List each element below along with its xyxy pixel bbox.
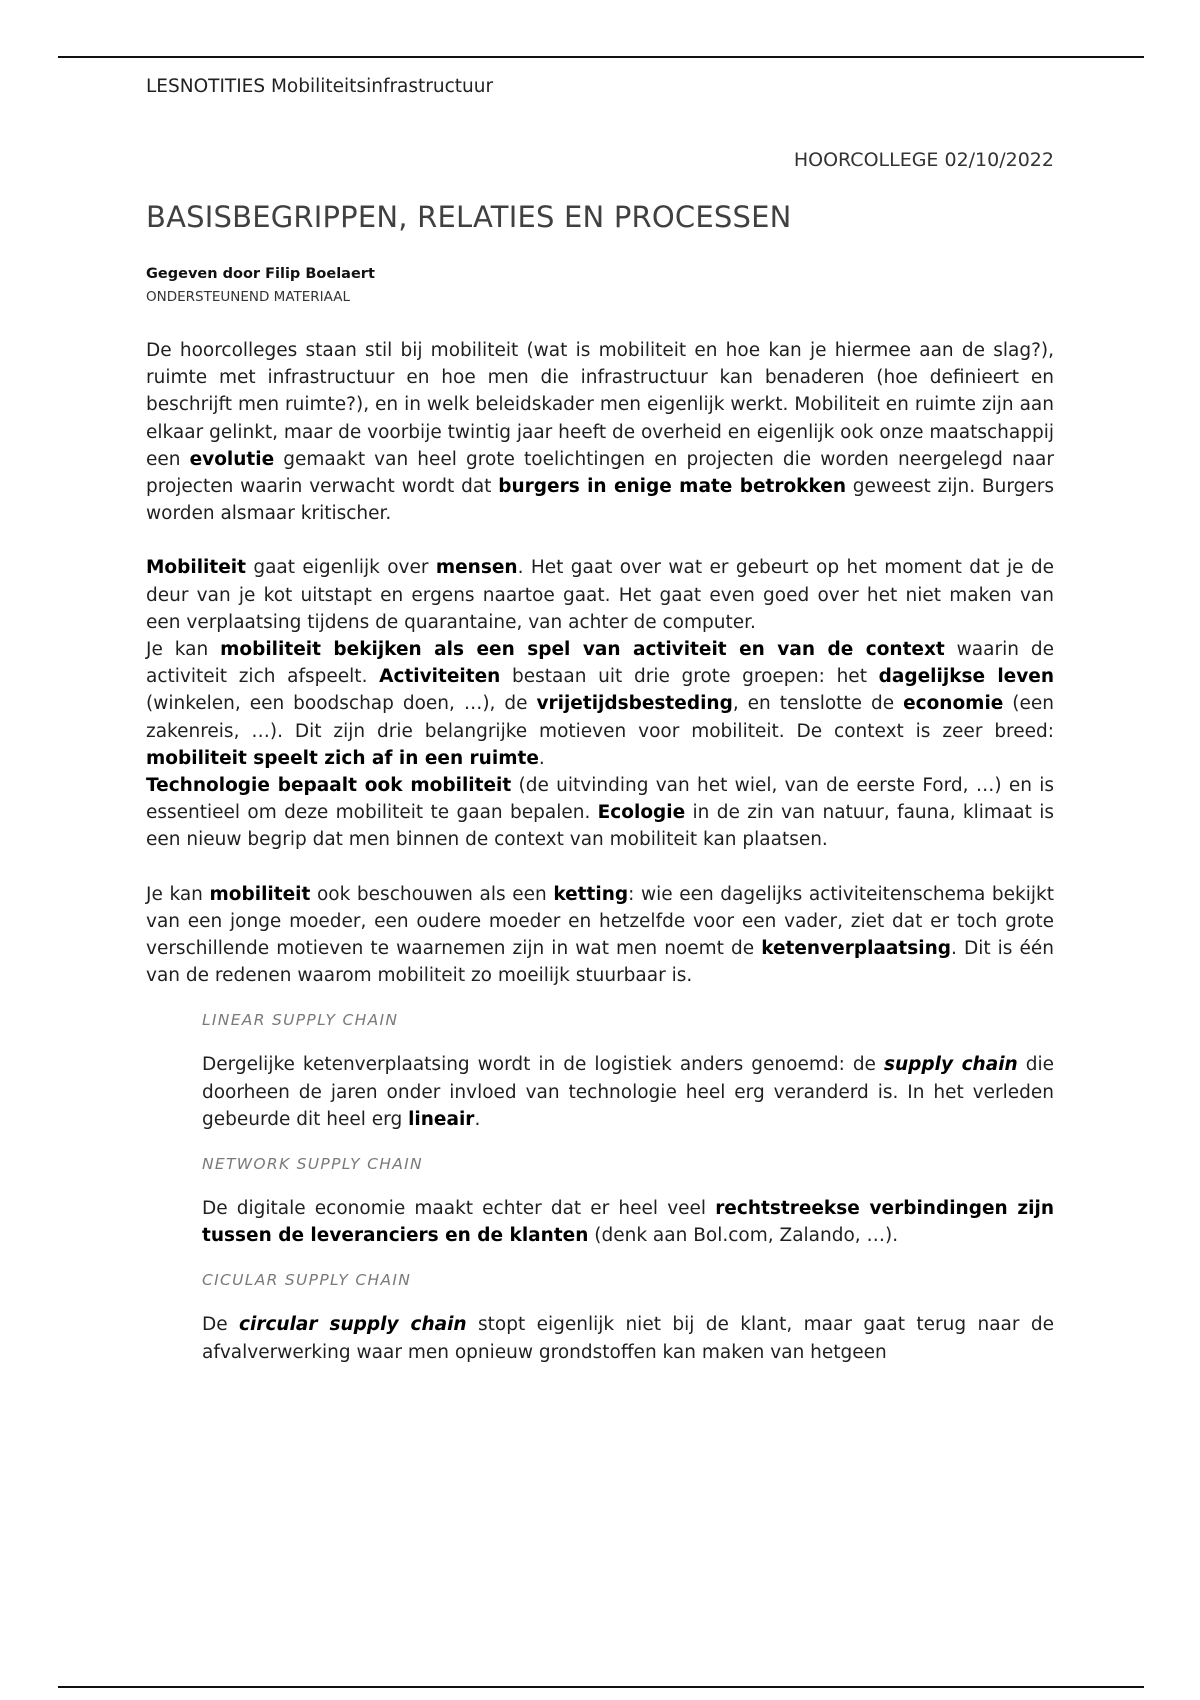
section-heading: LINEAR SUPPLY CHAIN bbox=[202, 1011, 399, 1030]
paragraph-technology: Technologie bepaalt ook mobiliteit (de uitvinding van het wiel, van de eerste Ford, …) en is essentieel om deze mobiliteit te gaan bepalen. Ecologie in de zin van natuur, fauna, klimaat is een nieuw begrip dat men binnen de context van mobiliteit kan plaatsen. bbox=[146, 775, 1055, 851]
paragraph-gap bbox=[146, 527, 1054, 554]
paragraph-gap bbox=[146, 854, 1054, 881]
support-label: ONDERSTEUNEND MATERIAAL bbox=[146, 289, 351, 305]
section-heading: NETWORK SUPPLY CHAIN bbox=[202, 1155, 423, 1174]
bottom-rule bbox=[58, 1686, 1144, 1688]
paragraph-intro: De hoorcolleges staan stil bij mobiliteit (wat is mobiliteit en hoe kan je hiermee aan de slag?), ruimte met infrastructuur en hoe men die infrastructuur kan benaderen (hoe definieert en beschrijft men ruimte?), en in welk beleidskader men eigenlijk werkt. Mobiliteit en ruimte zijn aan elkaar gelinkt, maar de voorbije twintig jaar heeft de overheid en eigenlijk ook onze maatschappij een evolutie gemaakt van heel grote toelichtingen en projecten die worden neergelegd naar projecten waarin verwacht wordt dat burgers in enige mate betrokken geweest zijn. Burgers worden alsmaar kritischer. bbox=[146, 340, 1055, 525]
section-text: De circular supply chain stopt eigenlijk niet bij de klant, maar gaat terug naar de afvalverwerking waar men opnieuw grondstoffen kan maken van hetgeen bbox=[202, 1314, 1054, 1363]
section-circular-supply-chain bbox=[202, 1271, 1054, 1365]
paragraph-chain: Je kan mobiliteit ook beschouwen als een ketting: wie een dagelijks activiteitenschema bekijkt van een jonge moeder, een oudere moeder en hetzelfde voor een vader, ziet dat er toch grote verschillende motieven te waarnemen zijn in wat men noemt de ketenverplaatsing. Dit is één van de redenen waarom mobiliteit zo moeilijk stuurbaar is. bbox=[146, 883, 1054, 987]
paragraph-activity-context: Je kan mobiliteit bekijken als een spel van activiteit en van de context waarin de activiteit zich afspeelt. Activiteiten bestaan uit drie grote groepen: het dagelijkse leven (winkelen, een boodschap doen, …), de vrijetijdsbesteding, en tenslotte de economie (een zakenreis, …). Dit zijn drie belangrijke motieven voor mobiliteit. De context is zeer breed: mobiliteit speelt zich af in een ruimte. bbox=[146, 639, 1054, 769]
section-network-supply-chain bbox=[202, 1155, 1054, 1249]
page-title: BASISBEGRIPPEN, RELATIES EN PROCESSEN bbox=[146, 200, 792, 234]
section-text: De digitale economie maakt echter dat er heel veel rechtstreekse verbindingen zijn tussen de leveranciers en de klanten (denk aan Bol.com, Zalando, …). bbox=[202, 1198, 1054, 1247]
section-heading: CICULAR SUPPLY CHAIN bbox=[202, 1271, 412, 1290]
top-rule bbox=[58, 56, 1144, 58]
section-linear-supply-chain bbox=[202, 1011, 1054, 1133]
lecture-date: HOORCOLLEGE 02/10/2022 bbox=[793, 149, 1054, 171]
paragraph-mobility: Mobiliteit gaat eigenlijk over mensen. Het gaat over wat er gebeurt op het moment dat je de deur van je kot uitstapt en ergens naartoe gaat. Het gaat even goed over het niet maken van een verplaatsing tijdens de quarantaine, van achter de computer. bbox=[146, 557, 1054, 633]
running-header: LESNOTITIES Mobiliteitsinfrastructuur bbox=[146, 76, 494, 97]
document-body bbox=[146, 337, 1054, 1366]
byline: Gegeven door Filip Boelaert bbox=[146, 266, 375, 282]
section-text: Dergelijke ketenverplaatsing wordt in de logistiek anders genoemd: de supply chain die doorheen de jaren onder invloed van technologie heel erg veranderd is. In het verleden gebeurde dit heel erg lineair. bbox=[202, 1054, 1054, 1130]
